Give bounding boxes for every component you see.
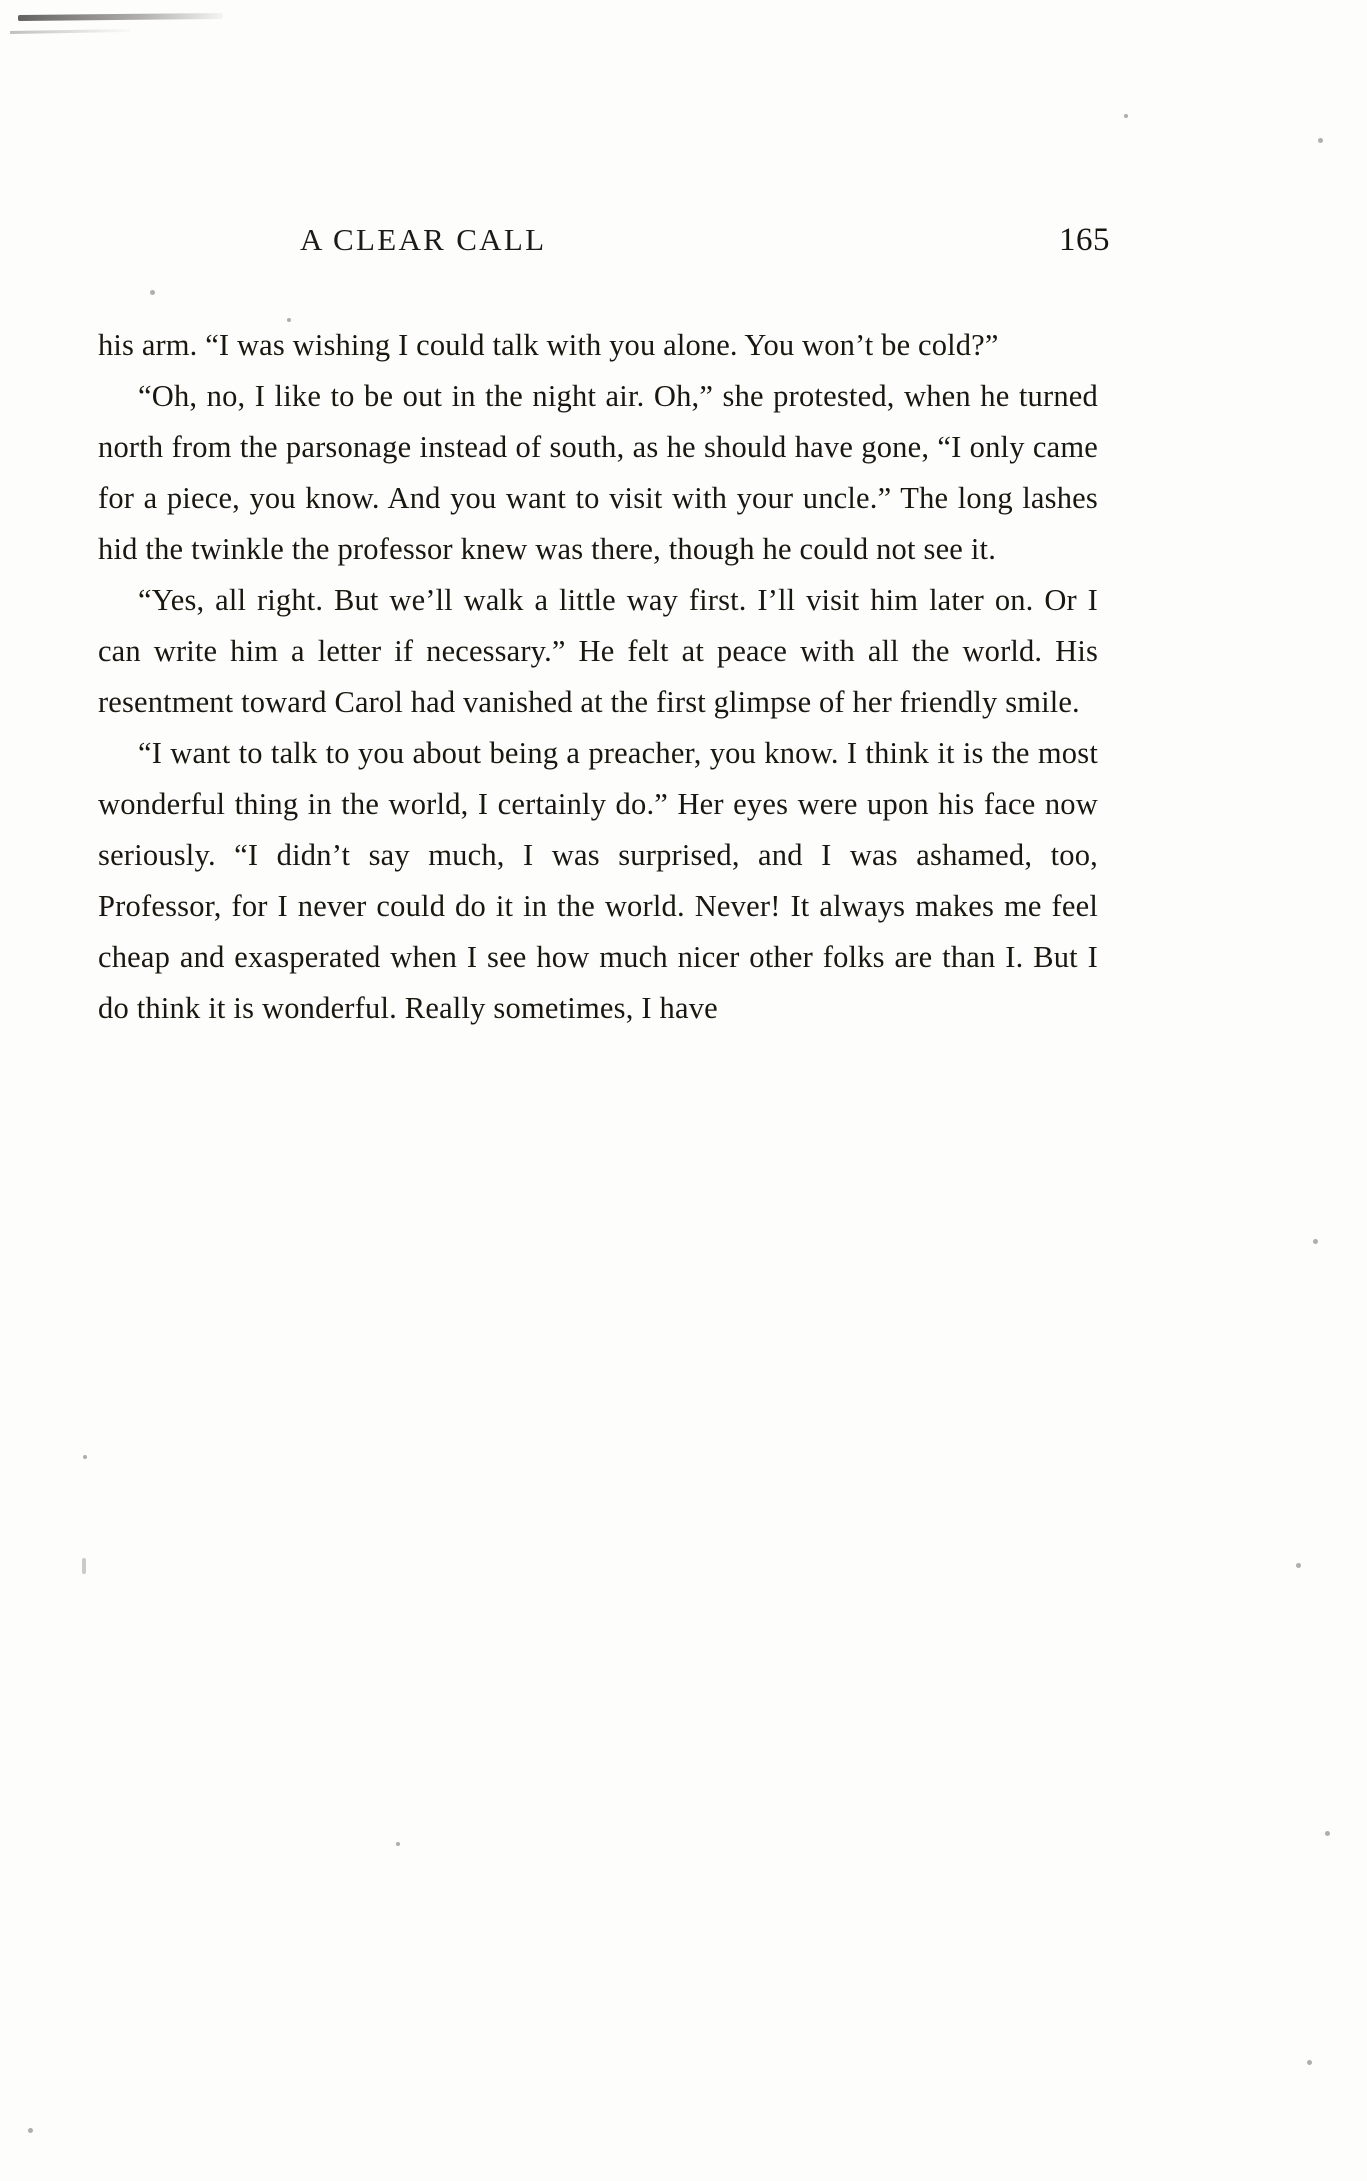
paragraph: his arm. “I was wishing I could talk with you alone. You won’t be cold?”	[98, 328, 999, 362]
paragraph: “Oh, no, I like to be out in the night air. Oh,” she protested, when he turned north from the parsonage instead of south, as he should have gone, “I only came for a piece, you know. And you want to visit with your uncle.” The long lashes hid the twinkle the professor knew was there, though he could not see it.	[98, 379, 1098, 566]
paragraph: “I want to talk to you about being a preacher, you know. I think it is the most wonderful thing in the world, I certainly do.” Her eyes were upon his face now seriously. “I didn’t say much, I was surprised, and I was ashamed, too, Professor, for I never could do it in the world. Never! It always makes me feel cheap and exasperated when I see how much nicer other folks are than I. But I do think it is wonderful. Really sometimes, I have	[98, 736, 1098, 1025]
running-head	[300, 222, 1110, 259]
scan-speck	[1313, 1239, 1318, 1244]
scan-speck	[1307, 2060, 1312, 2065]
scan-speck	[1124, 114, 1128, 118]
paragraph: “Yes, all right. But we’ll walk a little way first. I’ll visit him later on. Or I can write him a letter if necessary.” He felt at peace with all the world. His resentment toward Carol had vanished at the first glimpse of her friendly smile.	[98, 583, 1098, 719]
scan-speck	[83, 1455, 87, 1459]
scan-speck	[28, 2128, 33, 2133]
page-number: 165	[1059, 222, 1110, 258]
body-text	[98, 320, 1098, 1034]
page-title: A CLEAR CALL	[300, 222, 547, 257]
scan-speck	[1325, 1831, 1330, 1836]
scan-speck	[287, 318, 291, 322]
scan-speck	[396, 1842, 400, 1846]
scan-speck	[1296, 1563, 1301, 1568]
scan-speck	[1318, 138, 1323, 143]
scan-speck	[82, 1558, 86, 1574]
scan-speck	[150, 290, 155, 295]
